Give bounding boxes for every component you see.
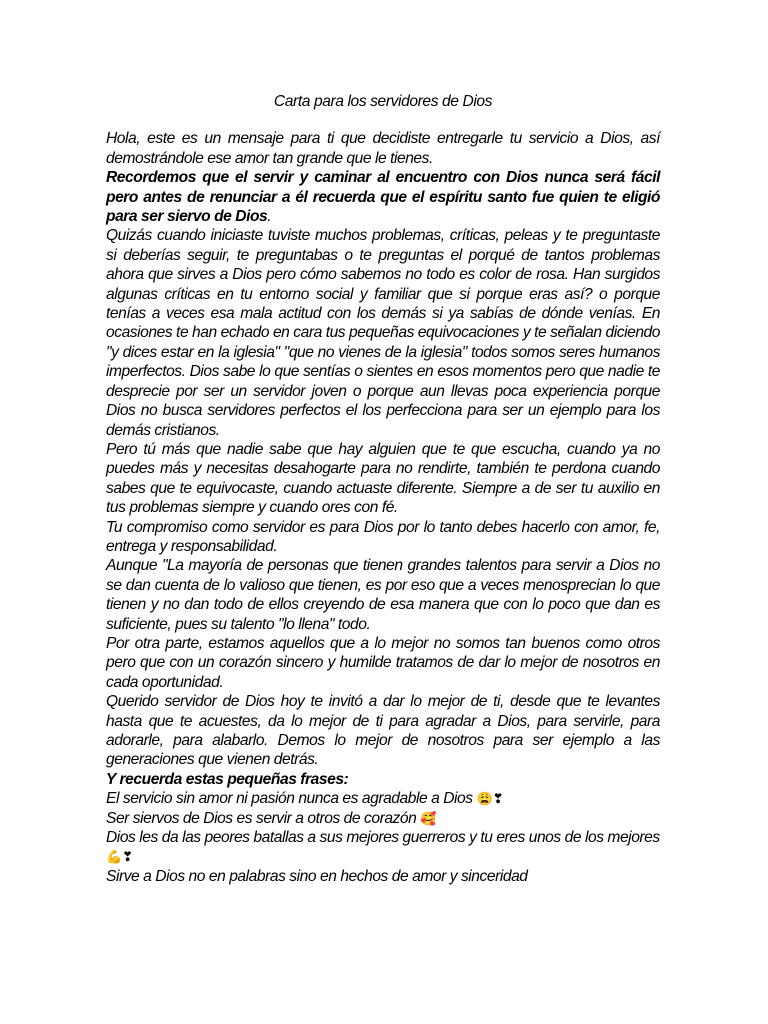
smiling-hearts-emoji-icon: 🥰 — [420, 810, 437, 826]
phrase-text: Dios les da las peores batallas a sus mejores guerreros y tu eres unos de los mejores — [106, 829, 660, 847]
phrase-text: Ser siervos de Dios es servir a otros de corazón — [106, 809, 417, 827]
phrase-text: Sirve a Dios no en palabras sino en hechos de amor y sinceridad — [106, 867, 528, 885]
paragraph-problems: Quizás cuando iniciaste tuviste muchos problemas, críticas, peleas y te preguntaste si deberías seguir, te preguntabas o te preguntas el porqué de tantos problemas ahora que sirves a Dios pero cómo sabemos no todo es color de rosa. Han surgidos algunas críticas en tu entorno social y familiar que si porque eras así? o porque tenías a veces esa mala actitud con los demás si ya sabías de dónde venías. En ocasiones te han echado en cara tus pequeñas equivocaciones y te señalan diciendo "y dices estar en la iglesia" "que no vienes de la iglesia" todos somos seres humanos imperfectos. Dios sabe lo que sentías o sientes en esos momentos pero que nadie te desprecie por ser un servidor joven o porque aun llevas poca experiencia porque Dios no busca servidores perfectos el los perfecciona para ser un ejemplo para los demás cristianos. — [106, 227, 660, 439]
phrases-heading: Y recuerda estas pequeñas frases: — [106, 770, 349, 788]
paragraph-invitation: Querido servidor de Dios hoy te invitó a dar lo mejor de ti, desde que te levantes hasta que te acuestes, da lo mejor de ti para agradar a Dios, para servirle, para adorarle, para alabarlo. Demos lo mejor de nosotros para ser ejemplo a las generaciones que vienen detrás. — [106, 693, 660, 769]
phrase-line — [106, 809, 660, 828]
paragraph-commitment: Tu compromiso como servidor es para Dios por lo tanto debes hacerlo con amor, fe, entrega y responsabilidad. — [106, 518, 660, 555]
paragraph-remember — [106, 168, 660, 226]
paragraph-remember-period: . — [267, 208, 272, 226]
phrase-line — [106, 867, 660, 886]
paragraph-listener: Pero tú más que nadie sabe que hay alguien que te que escucha, cuando ya no puedes más y necesitas desahogarte para no rendirte, también te perdona cuando sabes que te equivocaste, cuando actuaste diferente. Siempre a de ser tu auxilio en tus problemas siempre y cuando ores con fé. — [106, 440, 660, 517]
paragraph-intro: Hola, este es un mensaje para ti que decidiste entregarle tu servicio a Dios, así demostrándole ese amor tan grande que le tienes. — [106, 130, 660, 167]
document-page — [106, 92, 660, 886]
phrase-text: El servicio sin amor ni pasión nunca es agradable a Dios — [106, 790, 477, 808]
paragraph-remember-bold: Recordemos que el servir y caminar al encuentro con Dios nunca será fácil pero antes de renunciar a él recuerda que el espíritu santo fue quien te eligió para ser siervo de Dios — [106, 169, 660, 226]
paragraph-sincere-heart: Por otra parte, estamos aquellos que a lo mejor no somos tan buenos como otros pero que con un corazón sincero y humilde tratamos de dar lo mejor de nosotros en cada oportunidad. — [106, 634, 660, 691]
paragraph-talents: Aunque "La mayoría de personas que tienen grandes talentos para servir a Dios no se dan cuenta de lo valioso que tienen, es por eso que a veces menosprecian lo que tienen y no dan todo de ellos creyendo de esa manera que con lo poco que dan es suficiente, pues su talento "lo llena" todo. — [106, 557, 660, 633]
document-title: Carta para los servidores de Dios — [273, 93, 493, 110]
tired-face-heart-emoji-icon: 😩❣ — [476, 791, 504, 807]
phrase-line — [106, 828, 660, 867]
phrase-line — [106, 789, 660, 808]
flexed-biceps-heart-emoji-icon: 💪❣ — [106, 849, 134, 865]
